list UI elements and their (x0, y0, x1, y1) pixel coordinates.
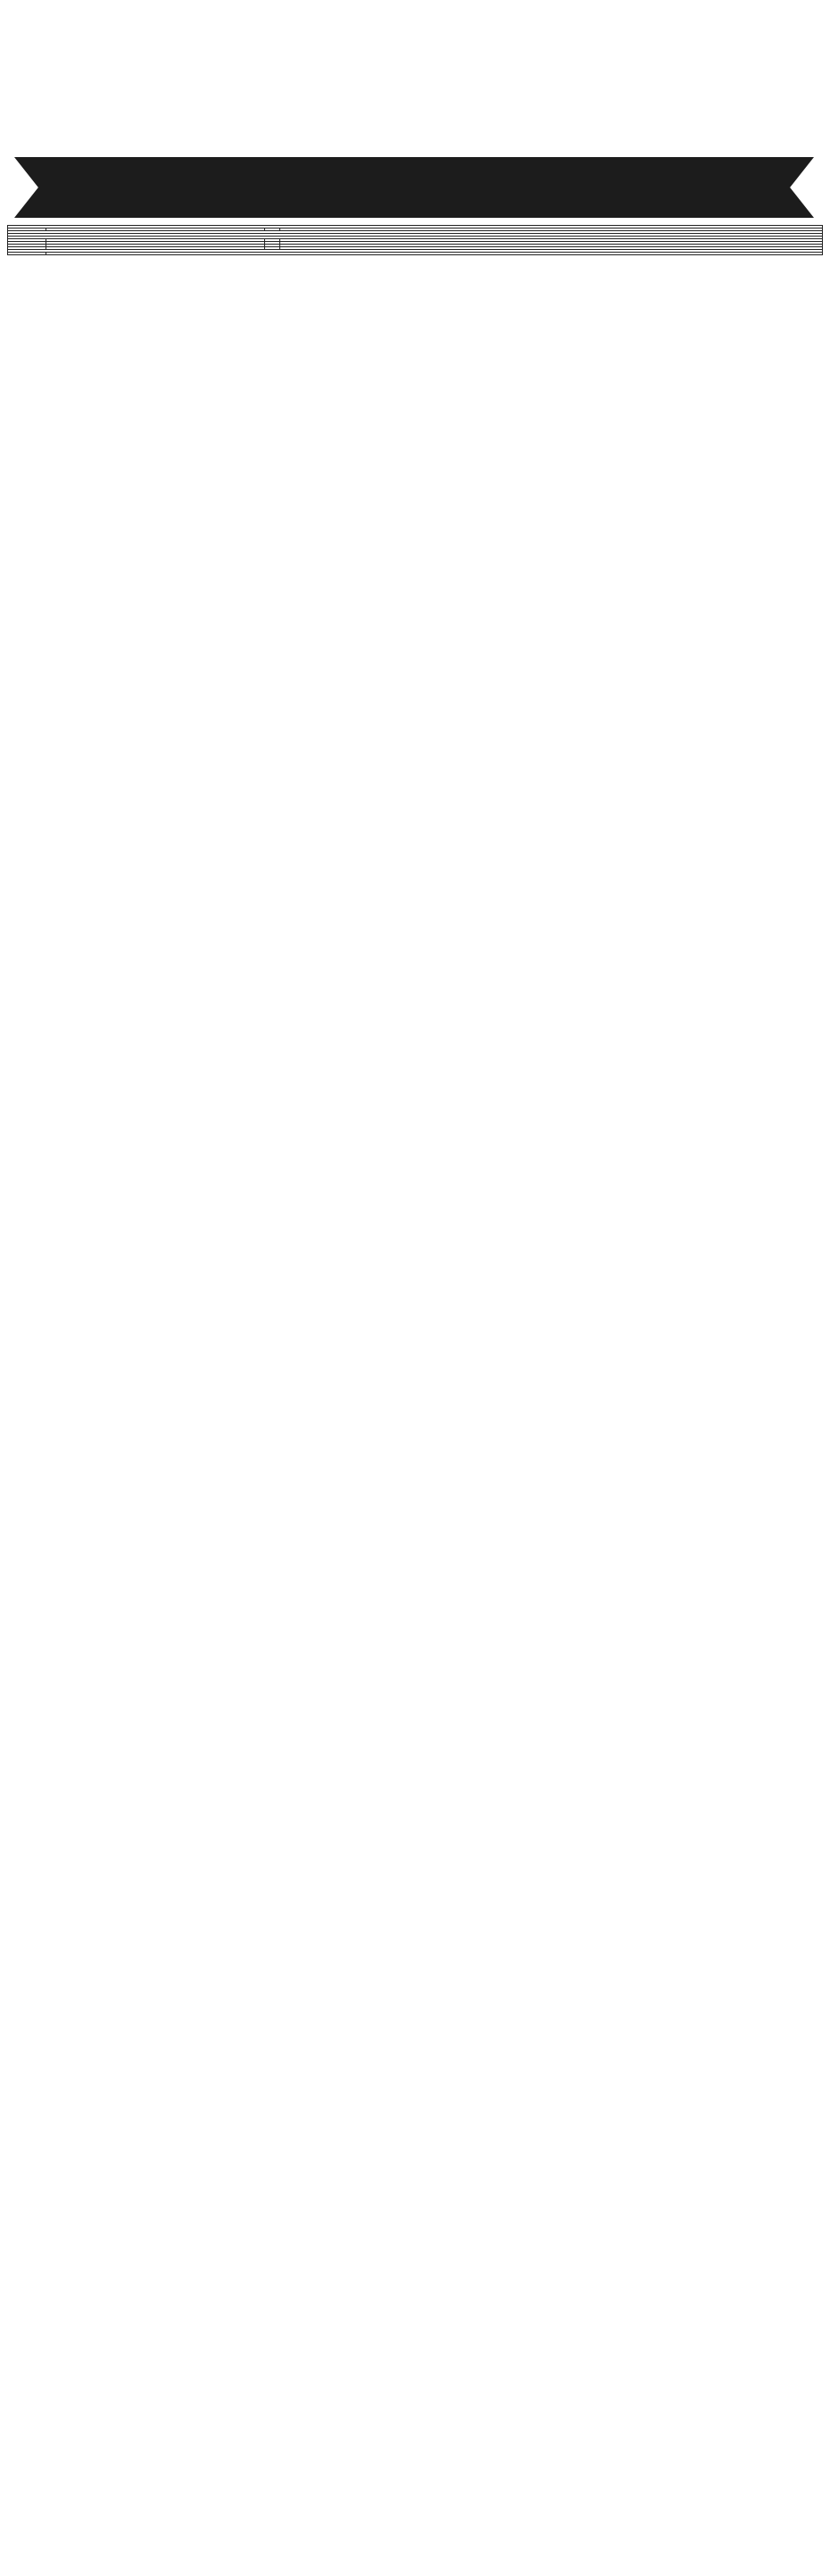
row-number (8, 253, 46, 255)
eoi-title-banner (14, 157, 814, 218)
reservation-statement (46, 253, 823, 255)
banner-title (14, 157, 814, 218)
table-row (8, 253, 823, 255)
eoi-details-table (7, 225, 823, 255)
